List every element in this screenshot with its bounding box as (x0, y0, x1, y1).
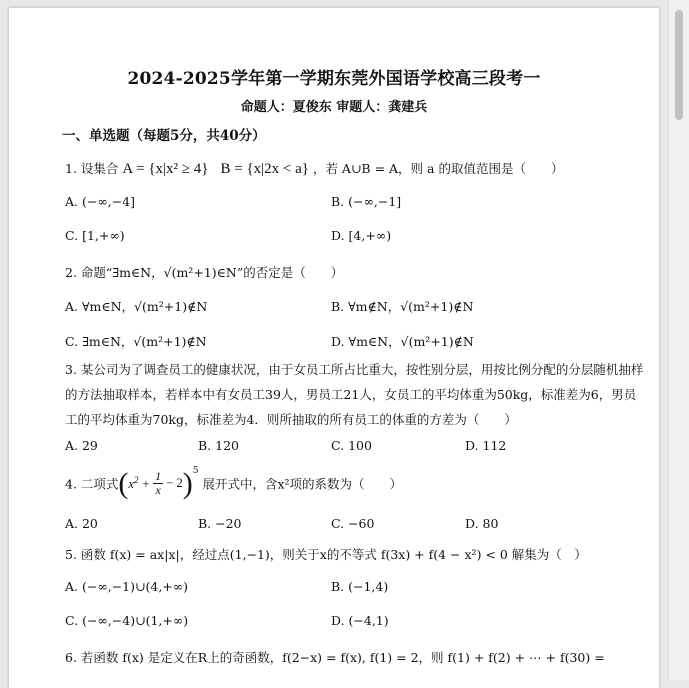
exam-title: 2024-2025学年第一学期东莞外国语学校高三段考一 (127, 69, 541, 89)
question-1-set-a: A = {x|x² ≥ 4} (122, 161, 209, 177)
q5-option-d: D. (−4,1) (331, 613, 389, 628)
question-2: 2. 命题“∃m∈N，√(m²+1)∈N”的否定是（ ） (65, 265, 344, 280)
q3-option-c: C. 100 (331, 438, 372, 453)
scrollbar-thumb[interactable] (675, 10, 683, 120)
question-1 (65, 159, 563, 178)
question-1-tail: ，若 A∪B = A，则 a 的取值范围是（ ） (312, 161, 564, 176)
q2-option-a: A. ∀m∈N，√(m²+1)∉N (65, 299, 208, 314)
section-heading: 一、单选题（每题5分，共40分） (62, 128, 266, 144)
binomial-x2: $x^2$ + (128, 474, 154, 492)
q5-option-c: C. (−∞,−4)∪(1,+∞) (65, 613, 189, 628)
q3-option-b: B. 120 (198, 438, 239, 453)
q1-option-d: D. [4,+∞) (331, 228, 392, 243)
vertical-scrollbar[interactable] (668, 0, 689, 680)
q1-option-c: C. [1,+∞) (65, 228, 125, 243)
q4-option-c: C. −60 (331, 516, 375, 531)
q5-option-a: A. (−∞,−1)∪(4,+∞) (65, 579, 189, 594)
q4-option-a: A. 20 (65, 516, 98, 531)
question-4-tail: 展开式中，含x²项的系数为（ ） (202, 476, 402, 492)
binomial-right-paren: ) (182, 467, 193, 500)
q4-option-d: D. 80 (465, 516, 499, 531)
document-page (9, 8, 659, 688)
binomial-minus-2: − 2 (163, 476, 183, 490)
q5-option-b: B. (−1,4) (331, 579, 389, 594)
question-1-set-b: B = {x|2x < a} (220, 161, 309, 177)
question-5: 5. 函数 f(x) = ax|x|，经过点(1,−1)，则关于x的不等式 f(3x) + f(4 − x²) < 0 解集为（ ） (65, 547, 587, 562)
question-3-line-1: 3. 某公司为了调查员工的健康状况，由于女员工所占比重大，按性别分层，用按比例分配的分层随机抽样 (65, 362, 644, 377)
question-1-lead: 1. 设集合 (65, 161, 119, 176)
binomial-exponent: 5 (192, 466, 199, 476)
binomial-fraction: $\frac{1}{x}$ (155, 469, 162, 497)
q4-option-b: B. −20 (198, 516, 242, 531)
q2-option-d: D. ∀m∈N，√(m²+1)∉N (331, 334, 474, 349)
question-3-line-3: 工的平均体重为70kg，标准差为4．则所抽取的所有员工的体重的方差为（ ） (65, 412, 517, 427)
question-3-line-2: 的方法抽取样本，若样本中有女员工39人，男员工21人，女员工的平均体重为50kg，标准差为6，男员 (65, 387, 637, 402)
binomial-left-paren: ( (118, 467, 129, 500)
question-4 (65, 466, 402, 500)
q2-option-b: B. ∀m∉N，√(m²+1)∉N (331, 299, 474, 314)
exam-authors: 命题人：夏俊东 审题人：龚建兵 (240, 100, 428, 115)
q3-option-a: A. 29 (65, 438, 98, 453)
q3-option-d: D. 112 (465, 438, 507, 453)
q1-option-b: B. (−∞,−1] (331, 194, 402, 209)
q2-option-c: C. ∃m∈N，√(m²+1)∉N (65, 334, 207, 349)
q1-option-a: A. (−∞,−4] (65, 194, 136, 209)
question-4-lead: 4. 二项式 (65, 476, 119, 492)
question-6: 6. 若函数 f(x) 是定义在R上的奇函数，f(2−x) = f(x), f(1) = 2，则 f(1) + f(2) + ⋯ + f(30) = (65, 650, 605, 665)
